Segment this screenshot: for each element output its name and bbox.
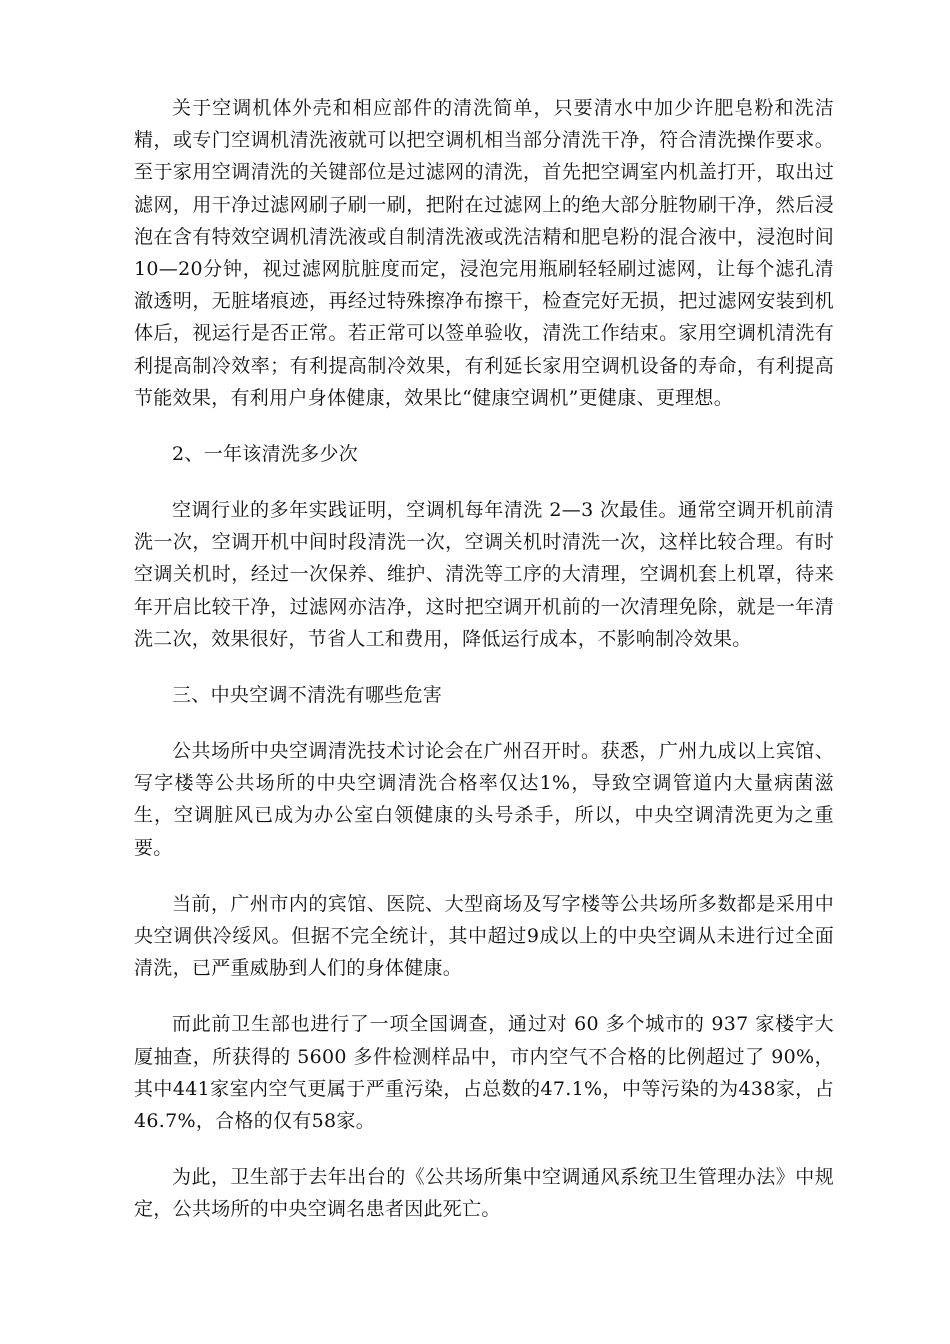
- document-page: [134, 92, 834, 1250]
- paragraph-guangzhou-meeting: 公共场所中央空调清洗技术讨论会在广州召开时。获悉，广州九成以上宾馆、写字楼等公共场所的中央空调清洗合格率仅达1%，导致空调管道内大量病菌滋生，空调脏风已成为办公室白领健康的头号杀手，所以，中央空调清洗更为之重要。: [134, 740, 834, 859]
- paragraph-cleaning-method: 关于空调机体外壳和相应部件的清洗简单，只要清水中加少许肥皂粉和洗洁精，或专门空调机清洗液就可以把空调机相当部分清洗干净，符合清洗操作要求。至于家用空调清洗的关键部位是过滤网的清洗，首先把空调室内机盖打开，取出过滤网，用干净过滤网刷子刷一刷，把附在过滤网上的绝大部分脏物刷干净，然后浸泡在含有特效空调机清洗液或自制清洗液或洗洁精和肥皂粉的混合液中，浸泡时间10—20分钟，视过滤网肮脏度而定，浸泡完用瓶刷轻轻刷过滤网，让每个滤孔清澈透明，无脏堵痕迹，再经过特殊擦净布擦干，检查完好无损，把过滤网安装到机体后，视运行是否正常。若正常可以签单验收，清洗工作结束。家用空调机清洗有利提高制冷效率；有利提高制冷效果，有利延长家用空调机设备的寿命，有利提高节能效果，有利用户身体健康，效果比“健康空调机”更健康、更理想。: [134, 97, 834, 409]
- paragraph-frequency: 空调行业的多年实践证明，空调机每年清洗 2—3 次最佳。通常空调开机前清洗一次，空调开机中间时段清洗一次，空调关机时清洗一次，这样比较合理。有时空调关机时，经过一次保养、维护、清洗等工序的大清理，空调机套上机罩，待来年开启比较干净，过滤网亦洁净，这时把空调开机前的一次清理免除，就是一年清洗二次，效果很好，节省人工和费用，降低运行成本，不影响制冷效果。: [134, 499, 834, 650]
- paragraph-current-status: 当前，广州市内的宾馆、医院、大型商场及写字楼等公共场所多数都是采用中央空调供冷绥风。但据不完全统计，其中超过9成以上的中央空调从未进行过全面清洗，已严重威胁到人们的身体健康。: [134, 892, 834, 980]
- heading-hazards: 三、中央空调不清洗有哪些危害: [172, 684, 443, 707]
- paragraph-national-survey: 而此前卫生部也进行了一项全国调查，通过对 60 多个城市的 937 家楼宇大厦抽查，所获得的 5600 多件检测样品中，市内空气不合格的比例超过了 90%，其中441家室内空气更属于严重污染，占总数的47.1%，中等污染的为438家，占46.7%，合格的仅有58家。: [134, 1013, 834, 1133]
- paragraph-regulation: 为此，卫生部于去年出台的《公共场所集中空调通风系统卫生管理办法》中规定，公共场所的中央空调名患者因此死亡。: [134, 1166, 834, 1221]
- heading-cleaning-frequency: 2、一年该清洗多少次: [172, 443, 359, 466]
